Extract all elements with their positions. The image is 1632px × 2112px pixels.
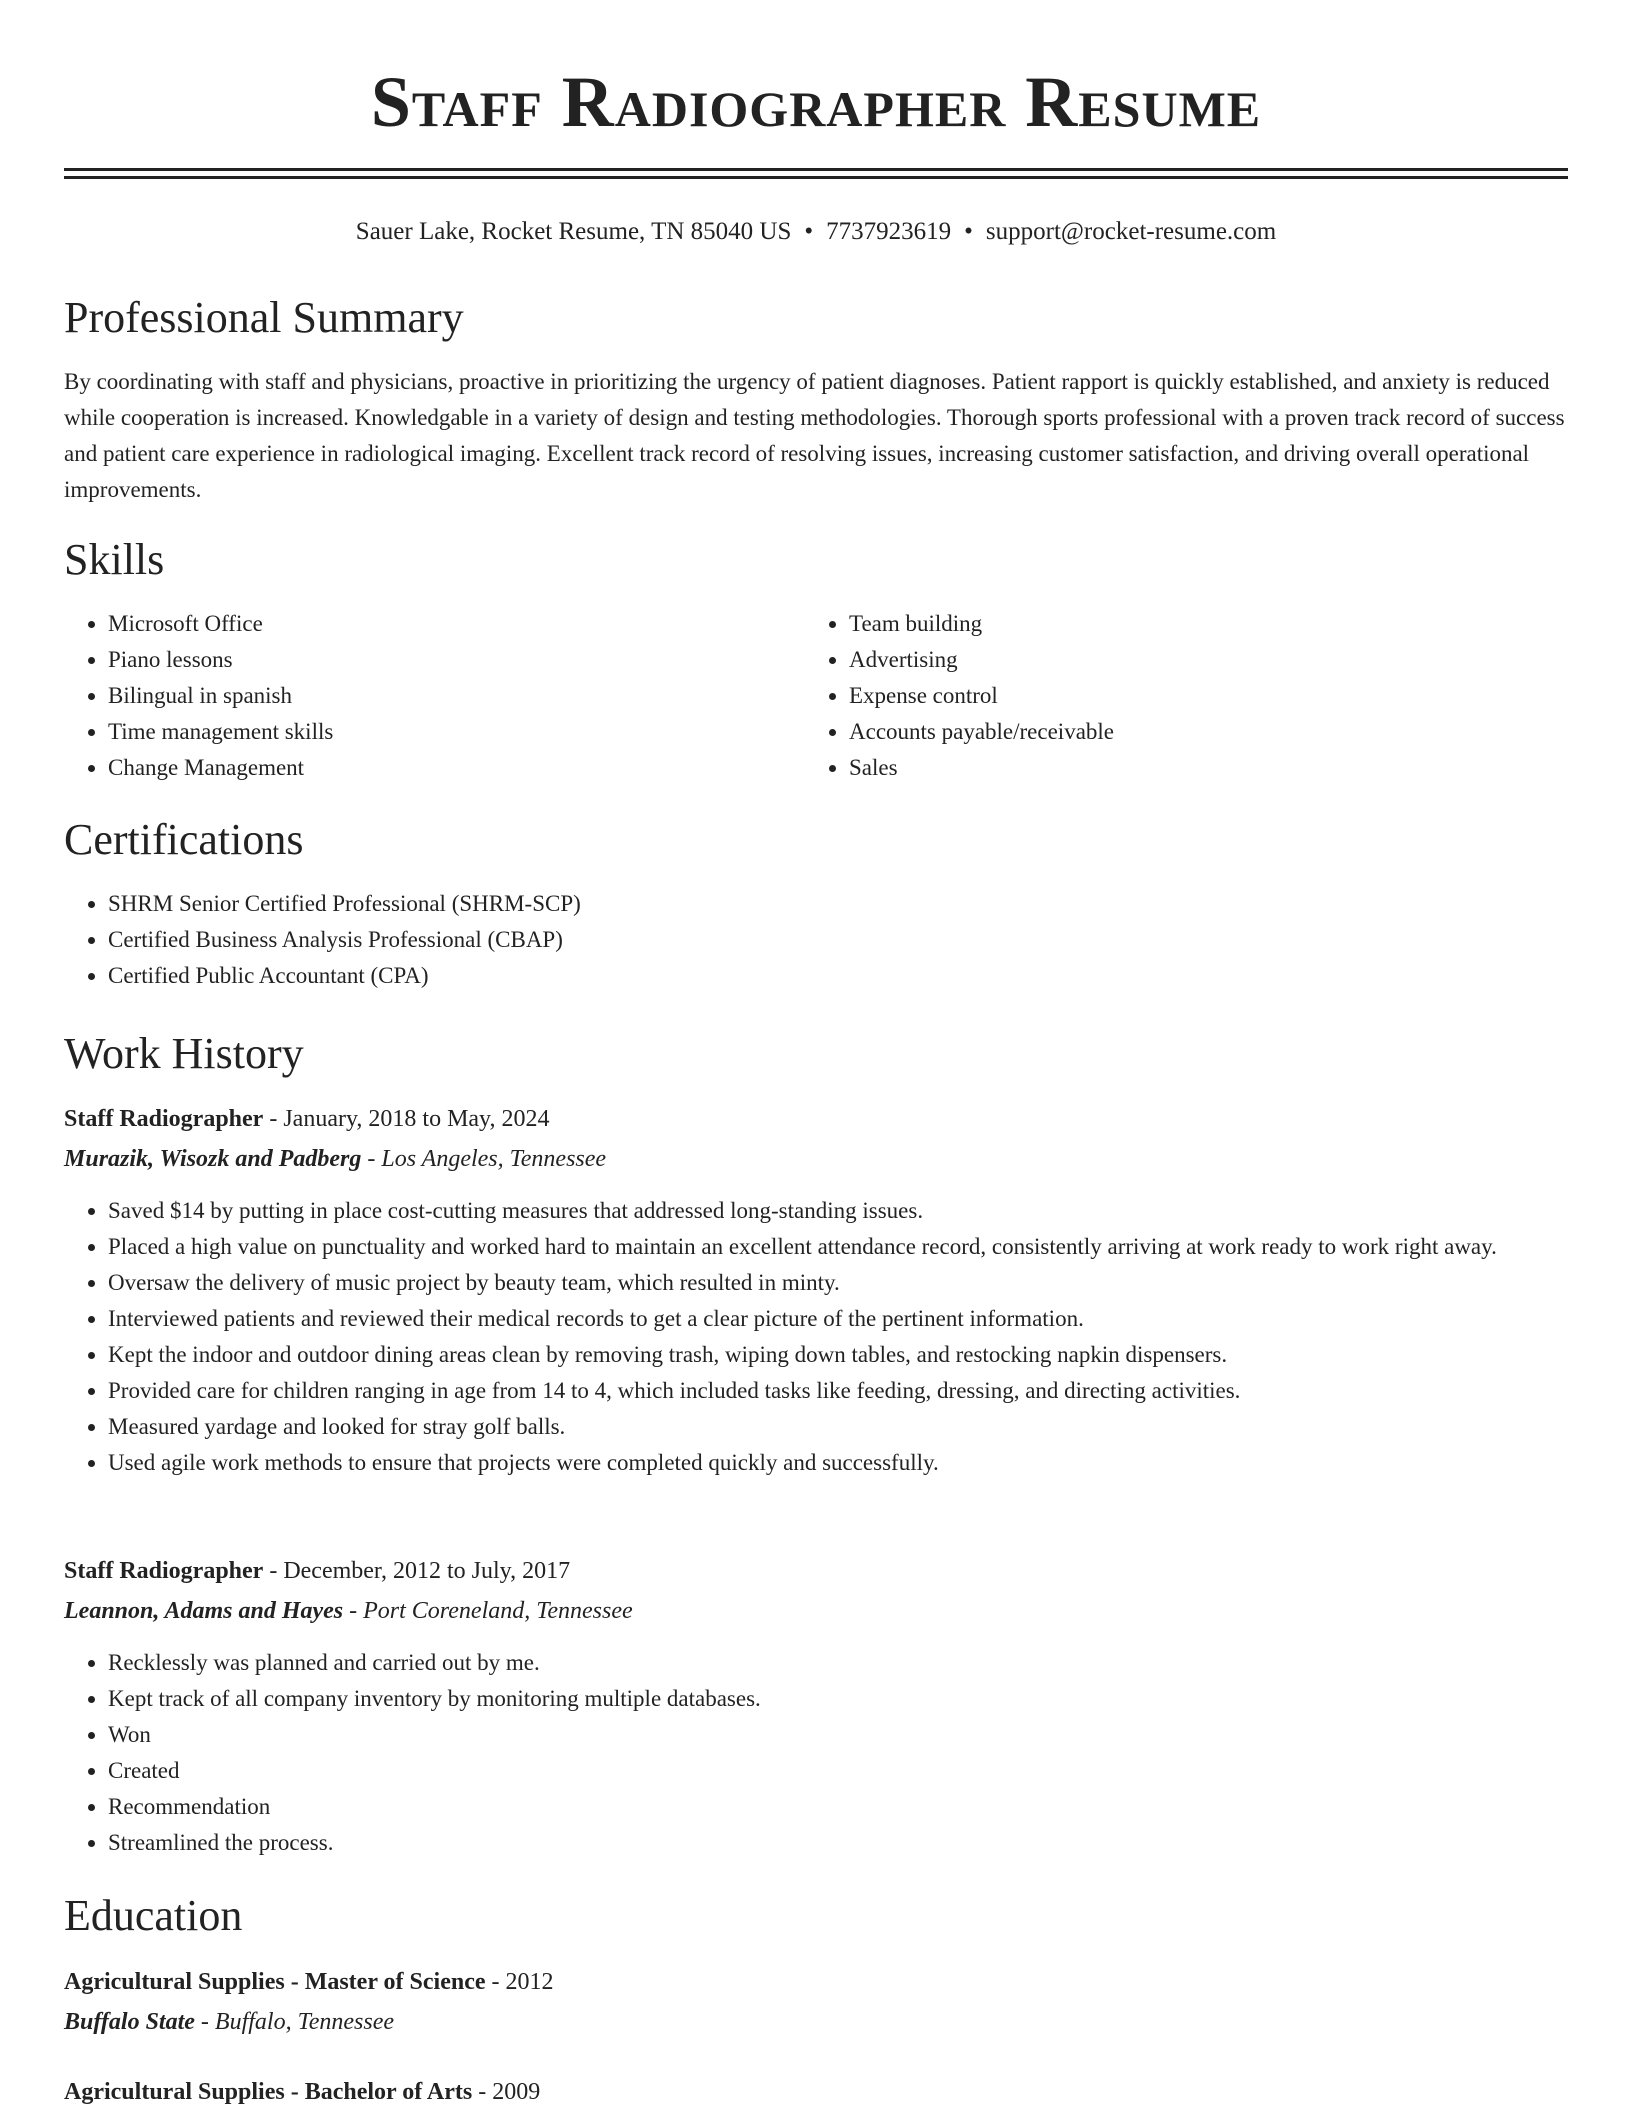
job-title-line bbox=[64, 1553, 570, 1589]
title-divider-top bbox=[64, 168, 1568, 171]
education-school-line bbox=[64, 2004, 394, 2040]
resume-title: Staff Radiographer Resume bbox=[370, 62, 1262, 142]
contact-address: Sauer Lake, Rocket Resume, TN 85040 US bbox=[355, 218, 792, 245]
education-year: - 2012 bbox=[485, 1969, 554, 1995]
skill-item: • Piano lessons bbox=[108, 642, 808, 678]
skills-heading: Skills bbox=[64, 535, 165, 584]
job-title: Staff Radiographer bbox=[64, 1558, 264, 1584]
skills-list-left bbox=[64, 606, 808, 786]
job-company-line bbox=[64, 1593, 633, 1629]
education-location: - Buffalo, Tennessee bbox=[194, 2009, 395, 2035]
skill-item: • Expense control bbox=[849, 678, 1549, 714]
work-history-heading: Work History bbox=[64, 1029, 304, 1078]
education-degree-line bbox=[64, 2074, 540, 2110]
contact-separator: • bbox=[804, 218, 814, 245]
job-location: - Port Coreneland, Tennessee bbox=[343, 1598, 633, 1624]
job-bullet: • Interviewed patients and reviewed their medical records to get a clear picture of the pertinent information. bbox=[108, 1301, 1568, 1337]
job-bullet: • Created bbox=[108, 1753, 1568, 1789]
job-bullets bbox=[64, 1193, 1568, 1481]
job-bullet: • Streamlined the process. bbox=[108, 1825, 1568, 1861]
skill-item: • Team building bbox=[849, 606, 1549, 642]
skill-item: • Time management skills bbox=[108, 714, 808, 750]
job-company: Leannon, Adams and Hayes bbox=[64, 1598, 344, 1624]
certification-item: • SHRM Senior Certified Professional (SHRM-SCP) bbox=[108, 886, 1568, 922]
certifications-heading: Certifications bbox=[64, 815, 304, 864]
job-dates: - January, 2018 to May, 2024 bbox=[263, 1106, 550, 1132]
certification-item: • Certified Business Analysis Professional (CBAP) bbox=[108, 922, 1568, 958]
job-bullet: • Won bbox=[108, 1717, 1568, 1753]
job-company: Murazik, Wisozk and Padberg bbox=[64, 1146, 362, 1172]
skill-item: • Sales bbox=[849, 750, 1549, 786]
title-divider-bottom bbox=[64, 176, 1568, 179]
education-heading: Education bbox=[64, 1891, 243, 1940]
certification-item: • Certified Public Accountant (CPA) bbox=[108, 958, 1568, 994]
education-degree: Agricultural Supplies - Master of Science bbox=[64, 1969, 486, 1995]
job-bullets bbox=[64, 1645, 1568, 1861]
job-bullet: • Measured yardage and looked for stray golf balls. bbox=[108, 1409, 1568, 1445]
job-bullet: • Recommendation bbox=[108, 1789, 1568, 1825]
job-bullet: • Recklessly was planned and carried out by me. bbox=[108, 1645, 1568, 1681]
job-bullet: • Oversaw the delivery of music project by beauty team, which resulted in minty. bbox=[108, 1265, 1568, 1301]
skill-item: • Bilingual in spanish bbox=[108, 678, 808, 714]
job-bullet: • Kept the indoor and outdoor dining areas clean by removing trash, wiping down tables, and restocking napkin dispensers. bbox=[108, 1337, 1568, 1373]
job-bullet: • Provided care for children ranging in age from 14 to 4, which included tasks like feeding, dressing, and directing activities. bbox=[108, 1373, 1568, 1409]
skill-item: • Advertising bbox=[849, 642, 1549, 678]
education-degree-line bbox=[64, 1964, 554, 2000]
summary-text: By coordinating with staff and physicians, proactive in prioritizing the urgency of patient diagnoses. Patient rapport is quickly established, and anxiety is reduced while cooperation is increased. Knowledgable in a variety of design and testing methodologies. Thorough sports professional with a proven track record of success and patient care experience in radiological imaging. Excellent track record of resolving issues, increasing customer satisfaction, and driving overall operational improvements. bbox=[64, 369, 1565, 502]
certifications-list bbox=[64, 886, 1568, 994]
contact-phone: 7737923619 bbox=[826, 218, 952, 245]
summary-heading: Professional Summary bbox=[64, 293, 464, 342]
skills-list-right bbox=[805, 606, 1549, 786]
job-location: - Los Angeles, Tennessee bbox=[361, 1146, 607, 1172]
job-bullet: • Kept track of all company inventory by monitoring multiple databases. bbox=[108, 1681, 1568, 1717]
education-school: Buffalo State bbox=[64, 2009, 195, 2035]
job-dates: - December, 2012 to July, 2017 bbox=[263, 1558, 571, 1584]
job-bullet: • Used agile work methods to ensure that projects were completed quickly and successfully. bbox=[108, 1445, 1568, 1481]
education-degree: Agricultural Supplies - Bachelor of Arts bbox=[64, 2079, 473, 2105]
job-bullet: • Placed a high value on punctuality and worked hard to maintain an excellent attendance record, consistently arriving at work ready to work right away. bbox=[108, 1229, 1568, 1265]
skill-item: • Accounts payable/receivable bbox=[849, 714, 1549, 750]
job-title: Staff Radiographer bbox=[64, 1106, 264, 1132]
skill-item: • Microsoft Office bbox=[108, 606, 808, 642]
education-year: - 2009 bbox=[472, 2079, 541, 2105]
job-bullet: • Saved $14 by putting in place cost-cutting measures that addressed long-standing issues. bbox=[108, 1193, 1568, 1229]
contact-line bbox=[0, 214, 1632, 250]
skill-item: • Change Management bbox=[108, 750, 808, 786]
contact-email: support@rocket-resume.com bbox=[985, 218, 1277, 245]
job-company-line bbox=[64, 1141, 606, 1177]
job-title-line bbox=[64, 1101, 550, 1137]
contact-separator: • bbox=[964, 218, 973, 245]
